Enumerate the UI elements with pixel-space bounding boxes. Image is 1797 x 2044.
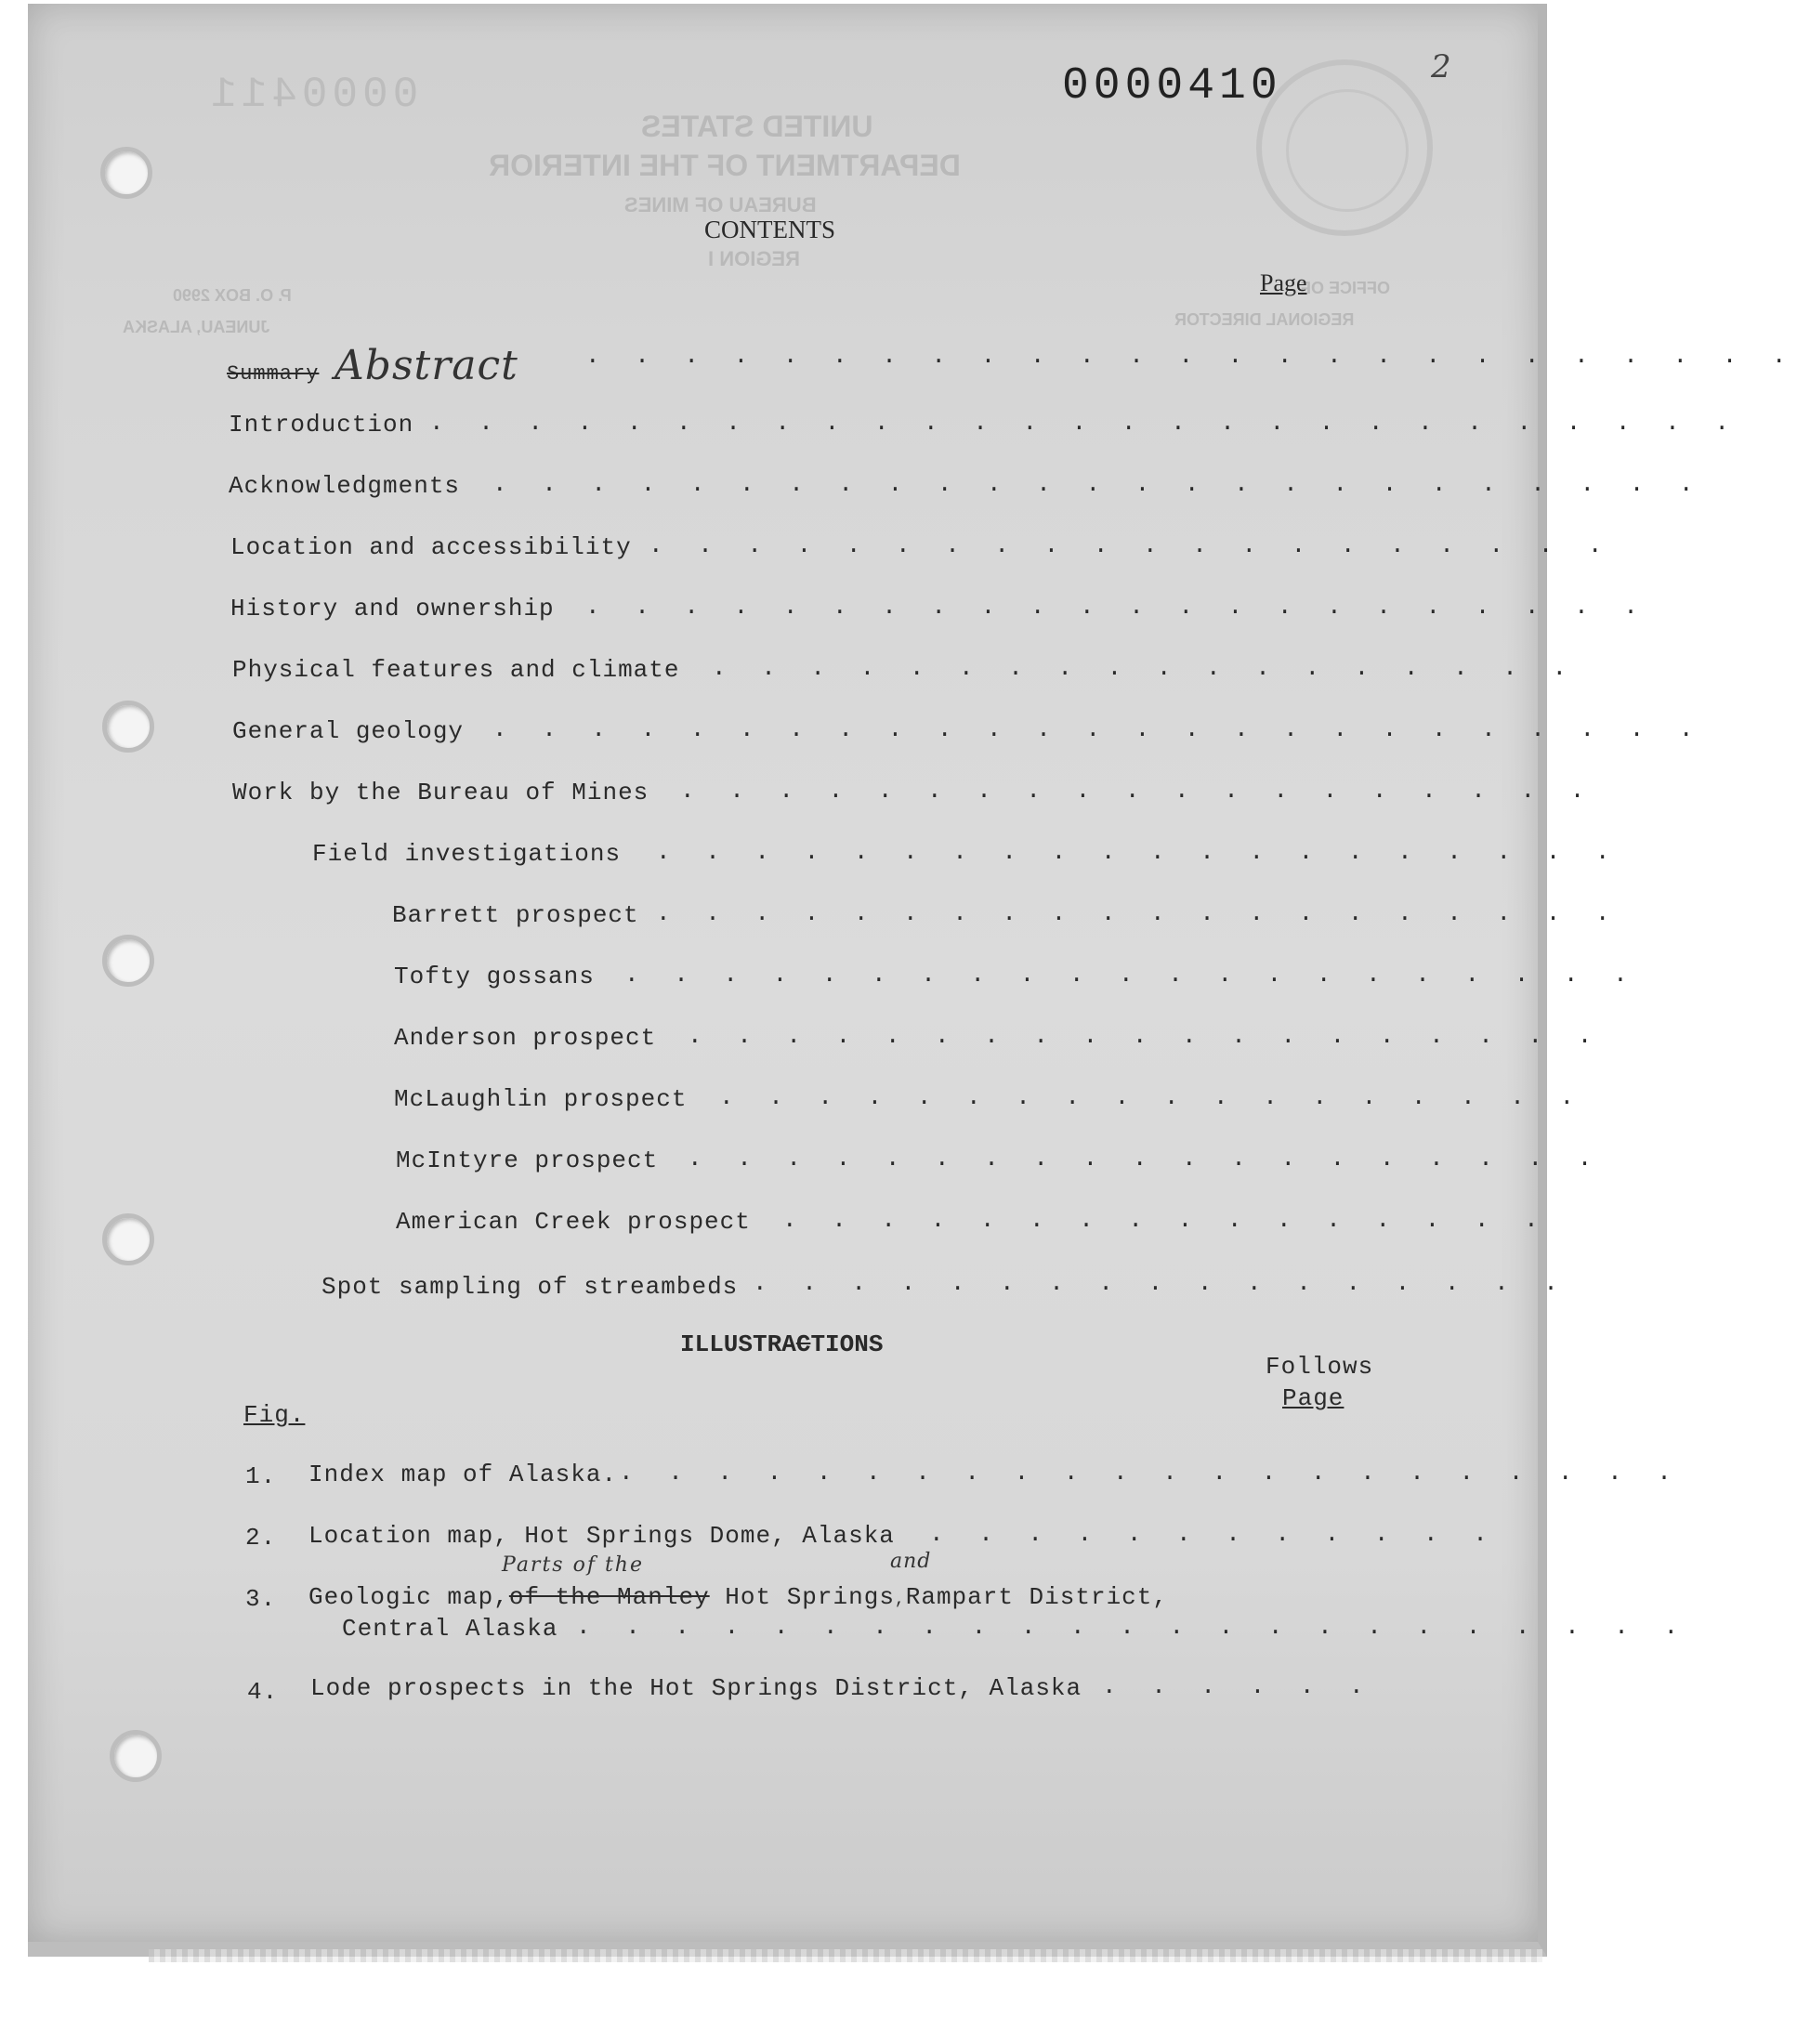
toc-entry-introduction: Introduction — [229, 411, 414, 439]
toc-entry-history: History and ownership — [230, 595, 555, 622]
leader-dots: . . . . . . — [1102, 1672, 1374, 1700]
figure-1-number: 1. — [245, 1462, 277, 1490]
ghost-letterhead-line-1: UNITED STATES — [641, 110, 873, 143]
toc-entry-mclaughlin: McLaughlin prospect — [394, 1085, 688, 1113]
leader-dots: . . . . . . . . . . . . . . . . . . . . — [649, 531, 1613, 559]
figure-3-insert-and: and — [890, 1550, 932, 1573]
toc-entry-general-geology: General geology — [232, 717, 465, 745]
ghost-letterhead-line-3: BUREAU OF MINES — [624, 193, 817, 216]
figure-3-insert-parts: Parts of the — [502, 1553, 644, 1577]
toc-entry-physical: Physical features and climate — [232, 656, 680, 684]
ghost-letterhead-line-4: REGION I — [708, 247, 801, 270]
figure-2-number: 2. — [245, 1524, 277, 1552]
struck-summary: Summary — [227, 362, 320, 386]
figure-3-caption-line-2: Central Alaska — [342, 1615, 558, 1643]
figure-3-number: 3. — [245, 1585, 277, 1613]
illustrations-title-start: ILLUSTRA — [680, 1330, 796, 1358]
page-column-header: Page — [1260, 269, 1307, 296]
figure-1-caption: Index map of Alaska. — [308, 1461, 618, 1488]
figure-3-caption: Geologic map,of the Manley Hot Springs,Rampart District, — [308, 1583, 1168, 1611]
leader-dots: . . . . . . . . . . . . . . . . . . . . . . . . . . . — [429, 409, 1739, 437]
leader-dots: . . . . . . . . . . . . . . . . . . . . . . . . . — [492, 470, 1704, 498]
leader-dots: . . . . . . . . . . . . . . . . . . . . . . — [585, 593, 1648, 621]
figure-3-struck-text: of the Manley — [508, 1583, 710, 1611]
ghost-address-line-1: P. O. BOX 2990 — [173, 286, 292, 305]
figure-4-number: 4. — [247, 1678, 279, 1706]
toc-entry-mcintyre: McIntyre prospect — [396, 1146, 659, 1174]
leader-dots: . . . . . . . . . . . . . . . . . . . . . — [624, 961, 1638, 989]
leader-dots: . . . . . . . . . . . . . . . . . — [753, 1269, 1568, 1297]
leader-dots: . . . . . . . . . . . . . . . . . . . . . . . . . — [585, 342, 1797, 370]
handwritten-abstract: Abstract — [334, 342, 518, 389]
binder-hole-4 — [102, 1213, 154, 1265]
scan-edge-stripe — [149, 1949, 1542, 1962]
follows-page-label: Page — [1282, 1384, 1344, 1412]
figure-4-caption: Lode prospects in the Hot Springs District, Alaska — [310, 1674, 1082, 1702]
leader-dots: . . . . . . . . . . . . . . . . . . . — [688, 1022, 1603, 1050]
leader-dots: . . . . . . . . . . . . . . . . . . — [719, 1083, 1585, 1111]
binder-hole-3 — [102, 935, 154, 987]
figure-2-caption: Location map, Hot Springs Dome, Alaska — [308, 1522, 895, 1550]
fig-column-header: Fig. — [243, 1401, 306, 1429]
leader-dots: . . . . . . . . . . . . . . . . . . . . — [656, 838, 1620, 866]
leader-dots: . . . . . . . . . . . . . . . . . . . . . . . . . — [492, 715, 1704, 743]
toc-entry-field-investigations: Field investigations — [312, 840, 622, 868]
toc-entry-spot-sampling: Spot sampling of streambeds — [321, 1273, 739, 1301]
follows-label: Follows — [1266, 1353, 1374, 1381]
ghost-doc-number: 0000411 — [206, 71, 419, 119]
toc-entry-location: Location and accessibility — [230, 533, 632, 561]
toc-entry-barrett: Barrett prospect — [392, 901, 639, 929]
ghost-letterhead-line-2: DEPARTMENT OF THE INTERIOR — [489, 149, 961, 182]
leader-dots: . . . . . . . . . . . . . . . . . . . — [680, 777, 1595, 805]
toc-entry-abstract — [227, 342, 518, 389]
leader-dots: . . . . . . . . . . . . . . . . . . . . . . . — [576, 1613, 1689, 1641]
figure-3-caption-start: Geologic map, — [308, 1583, 509, 1611]
contents-title: CONTENTS — [704, 216, 835, 243]
binder-hole-2 — [102, 701, 154, 753]
leader-dots: . . . . . . . . . . . . . . . . . . . . . . — [619, 1459, 1682, 1487]
illustrations-title — [680, 1330, 883, 1358]
department-seal — [1256, 59, 1433, 236]
toc-entry-acknowledgments: Acknowledgments — [229, 472, 461, 500]
leader-dots: . . . . . . . . . . . . . . . . . . . . — [656, 899, 1620, 927]
binder-hole-1 — [100, 147, 152, 199]
figure-3-caption-end: Rampart District, — [905, 1583, 1168, 1611]
toc-entry-tofty: Tofty gossans — [394, 963, 595, 990]
leader-dots: . . . . . . . . . . . . . . . . — [782, 1206, 1549, 1234]
toc-entry-work-bureau: Work by the Bureau of Mines — [232, 779, 649, 806]
illustrations-title-struck-char: C — [795, 1330, 811, 1358]
ghost-office-line-2: REGIONAL DIRECTOR — [1174, 310, 1355, 329]
leader-dots: . . . . . . . . . . . . . . . . . . — [712, 654, 1578, 682]
leader-dots: . . . . . . . . . . . . . . . . . . . — [688, 1145, 1603, 1173]
figure-3-caption-mid: Hot Springs — [709, 1583, 895, 1611]
toc-entry-anderson: Anderson prospect — [394, 1024, 657, 1052]
ghost-office-line-1: OFFICE OF — [1301, 279, 1390, 297]
leader-dots: . . . . . . . . . . . . — [929, 1520, 1498, 1548]
document-number: 0000410 — [1062, 61, 1282, 111]
ghost-address-line-2: JUNEAU, ALASKA — [123, 318, 270, 336]
illustrations-title-end: TIONS — [810, 1330, 884, 1358]
page-mark: 2 — [1431, 48, 1451, 85]
binder-hole-5 — [110, 1730, 162, 1782]
toc-entry-american-creek: American Creek prospect — [396, 1208, 751, 1236]
